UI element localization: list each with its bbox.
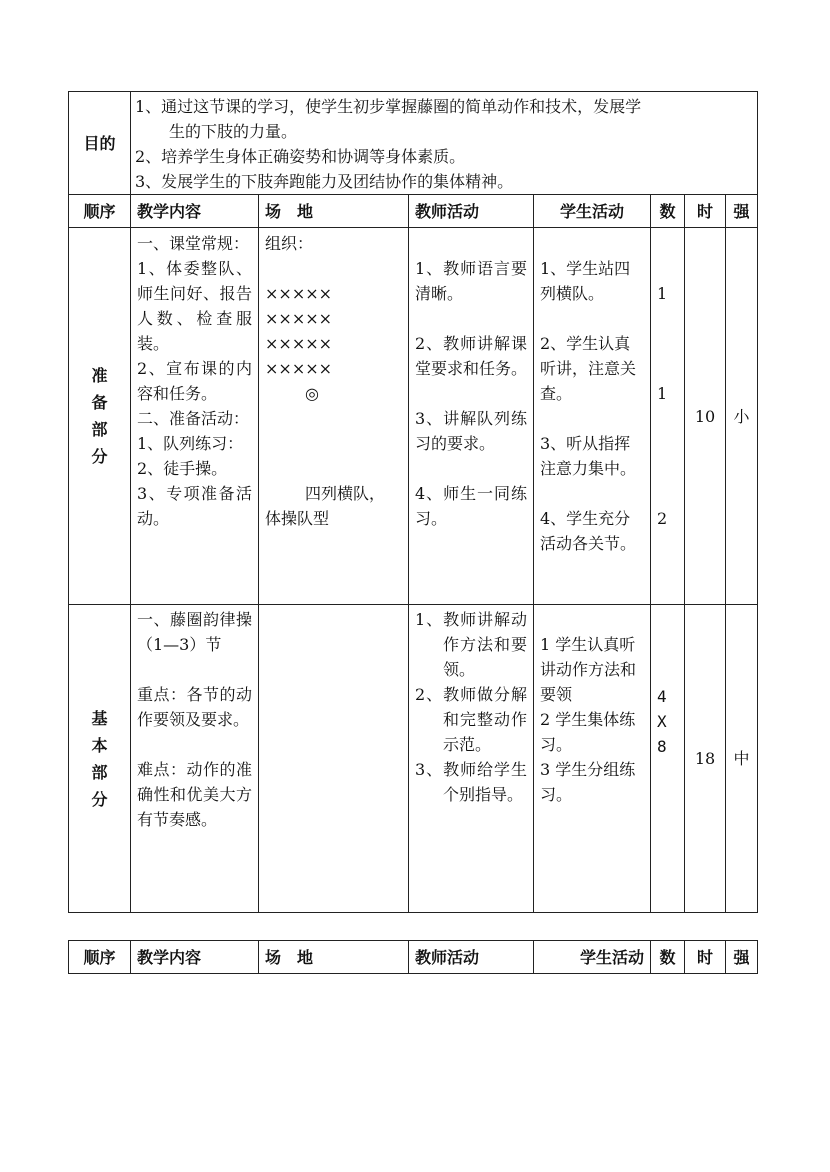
- basic-time: 18: [685, 605, 726, 913]
- basic-content: [131, 605, 269, 913]
- header-intensity: 强: [726, 195, 758, 228]
- prep-time: 10: [685, 228, 726, 605]
- formation-row: ×××××: [265, 359, 333, 378]
- formation-row: ×××××: [265, 309, 333, 328]
- header-count: 数: [651, 195, 685, 228]
- venue-org-label: 组织：: [265, 234, 314, 253]
- formation-label: 四列横队，: [305, 484, 386, 503]
- prep-intensity: 小: [726, 228, 758, 605]
- lesson-plan-table: [68, 91, 758, 913]
- teacher-position-icon: ◎: [305, 384, 319, 403]
- header-intensity: 强: [726, 941, 758, 974]
- basic-venue: [259, 605, 409, 913]
- continued-header-table: [68, 940, 758, 974]
- header-order: 顺序: [69, 941, 131, 974]
- basic-count: 4 X 8: [651, 605, 685, 913]
- goal-line-1-cont: 生的下肢的力量。: [169, 122, 298, 141]
- goal-label: 目的: [69, 92, 131, 195]
- formation-label-2: 体操队型: [265, 509, 330, 528]
- header-venue: 场 地: [259, 195, 409, 228]
- basic-intensity: 中: [726, 605, 758, 913]
- prep-venue: [259, 228, 409, 605]
- goal-line-3: 3、发展学生的下肢奔跑能力及团结协作的集体精神。: [135, 172, 514, 191]
- header-content: 教学内容: [131, 195, 259, 228]
- formation-row: ×××××: [265, 284, 333, 303]
- header-teacher: 教师活动: [409, 941, 534, 974]
- header-student: 学生活动: [534, 195, 651, 228]
- header-count: 数: [651, 941, 685, 974]
- header-row: [69, 941, 758, 974]
- header-time: 时: [685, 195, 726, 228]
- basic-section-label: 基 本 部 分: [69, 605, 131, 913]
- goal-text: [131, 92, 758, 195]
- prep-section-label: 准 备 部 分: [69, 228, 131, 605]
- basic-student: 1 学生认真听讲动作方法和要领 2 学生集体练习。 3 学生分组练习。: [534, 605, 651, 913]
- header-venue: 场 地: [259, 941, 409, 974]
- prep-row: [69, 228, 758, 605]
- goal-row: [69, 92, 758, 195]
- header-student: 学生活动: [534, 941, 651, 974]
- basic-row: [69, 605, 758, 913]
- goal-line-2: 2、培养学生身体正确姿势和协调等身体素质。: [135, 147, 466, 166]
- prep-student: 1、学生站四列横队。 2、学生认真听讲，注意关查。 3、听从指挥注意力集中。 4、学生充分活动各关节。: [534, 228, 651, 605]
- prep-count: 1 1 2: [651, 228, 685, 605]
- basic-key-point: 重点：各节的动作要领及要求。: [137, 685, 252, 729]
- header-teacher: 教师活动: [409, 195, 534, 228]
- prep-teacher: 1、教师语言要清晰。 2、教师讲解课堂要求和任务。 3、讲解队列练习的要求。 4、师生一同练习。: [409, 228, 534, 605]
- prep-content: 一、课堂常规： 1、体委整队、师生问好、报告人数、检查服装。 2、宣布课的内容和任务。 二、准备活动： 1、队列练习： 2、徒手操。 3、专项准备活动。: [131, 228, 259, 605]
- header-content: 教学内容: [131, 941, 259, 974]
- basic-teacher: 1、教师讲解动作方法和要领。 2、教师做分解和完整动作示范。 3、教师给学生个别指导。: [409, 605, 534, 913]
- goal-line-1: 1、通过这节课的学习，使学生初步掌握藤圈的简单动作和技术，发展学: [135, 97, 642, 116]
- formation-row: ×××××: [265, 334, 333, 353]
- basic-item: 一、藤圈韵律操 （1—3）节: [137, 610, 269, 654]
- header-time: 时: [685, 941, 726, 974]
- basic-difficulty: 难点：动作的准确性和优美大方有节奏感。: [137, 760, 252, 829]
- header-order: 顺序: [69, 195, 131, 228]
- header-row: [69, 195, 758, 228]
